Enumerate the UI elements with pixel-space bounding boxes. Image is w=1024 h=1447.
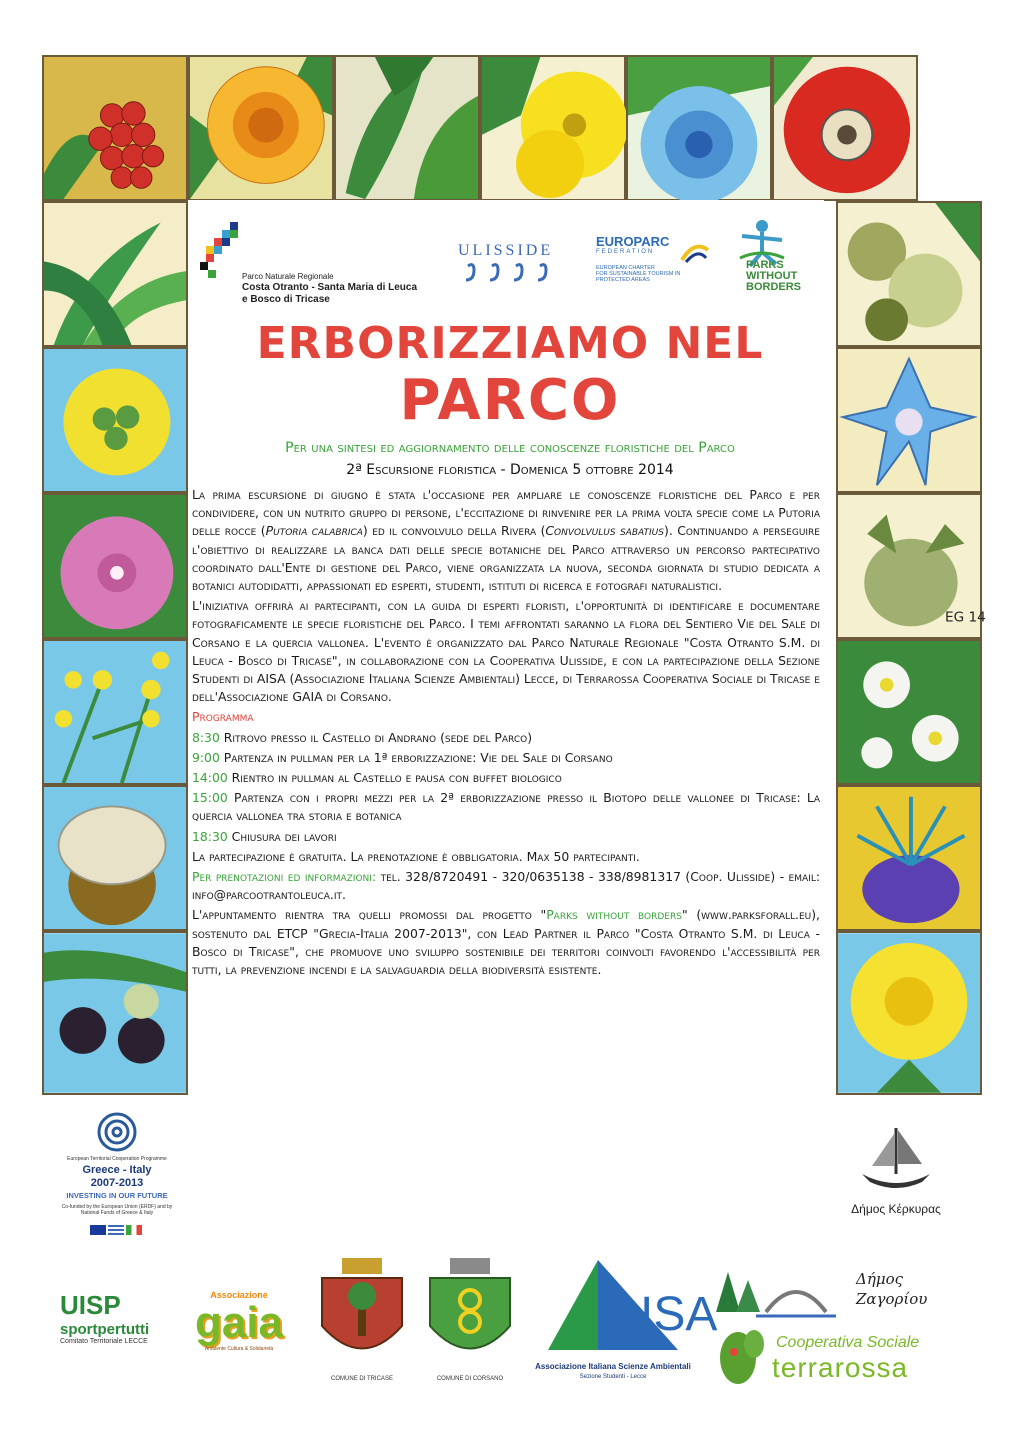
years-text: 2007-2013 [90,1177,144,1189]
europarc-charter3: PROTECTED AREAS [596,277,650,283]
paragraph1-part-c: ) ed il convolvulo della Rivera ( [362,523,546,539]
europarc-swirl-icon [680,240,710,264]
title-line2: PARCO [399,368,621,433]
cactus-icon [710,1322,770,1392]
tile-yellow-sprigs [42,639,188,785]
tile-blackberries [42,931,188,1095]
parco-line2: Costa Otranto - Santa Maria di Leuca [242,282,418,293]
tricase-text: COMUNE DI TRICASE [331,1376,393,1382]
tile-red-poppy [772,55,918,201]
uisp-sub-text: Comitato Territoriale LECCE [60,1338,148,1345]
parco-line3: e Bosco di Tricase [242,294,330,305]
progetto-part-c: " (www.parksforall.eu), sostenuto dal ETCP "Grecia-Italia 2007-2013", con Lead Partner il Parco "Costa Otranto S.M. di Leuca - Bosco di Tricase", che promuove uno sviluppo sostenibile dei territori coinvolti favorendo l'accessibilità per tutti, la prevenzione incendi e la salvaguardia della biodiversità esistente. [192,907,820,978]
species-convolvulus: Convolvulus sabatius [545,523,664,539]
uisp-logo [60,1290,170,1350]
tile-white-flowers [836,639,982,785]
paragraph1-part-e: ). Continuando a perseguire l'obiettivo di realizzare la banca dati delle specie botaniche del Parco attraverso un percorso partecipativo coordinato dall'Ente di gestione del Parco, viene organizzata la nuova, seconda giornata di studio dedicata a botanici autodidatti, appassionati ed esperti, studenti, istituti di ricerca e fotografi naturalistici. [192,523,820,594]
header-logos [196,214,816,314]
parco-line1: Parco Naturale Regionale [242,272,334,281]
progetto-part-a: L'appuntamento rientra tra quelli promossi dal progetto " [192,907,547,923]
tile-orange-flower [188,55,334,201]
progetto-name: Parks without borders [546,907,682,923]
cofunded-text: Co-funded by the European Union (ERDF) and by National Funds of Greece & Italy [61,1204,173,1216]
programma-time: 9:00 [192,749,220,765]
tile-berries [42,55,188,201]
aisa-text: AISA [608,1288,718,1341]
progetto [192,906,820,979]
tile-blue-flower [626,55,772,201]
partecipazione: La partecipazione è gratuita. La prenotazione è obbligatoria. Max 50 partecipanti. [192,848,640,864]
programma-item [192,729,820,747]
aisa-sub2: Sezione Studenti - Lecce [579,1374,647,1380]
paragraph-1 [192,486,820,595]
tile-thistle [836,493,986,639]
programma-item [192,749,820,767]
gaia-text: gaia [194,1298,284,1347]
programma-text: Ritrovo presso il Castello di Andrano (sede del Parco) [223,729,533,745]
europarc-logo [596,234,716,314]
ship-icon [856,1118,936,1198]
kerkyra-text: Δήμος Κέρκυρας [851,1202,941,1216]
programma-time: 8:30 [192,729,220,745]
gaia-logo [176,1290,302,1380]
tile-acorn-cap [836,201,982,347]
tile-purple-flower [836,785,982,931]
prenotazioni-label: Per prenotazioni ed informazioni: [192,869,377,885]
aisa-sub1: Associazione Italiana Scienze Ambientali [535,1362,691,1371]
bridge-trees-icon [706,1262,846,1322]
tile-yellow-buttercup [42,347,188,493]
tricase-logo [312,1256,412,1390]
programma-item [192,789,820,825]
signature: EG 14 [944,609,986,626]
date-line: 2ª Escursione floristica - Domenica 5 ottobre 2014 [346,462,674,478]
parks-line2: WITHOUT [746,270,798,282]
programma-item [192,828,820,846]
greece-flag-icon [108,1225,124,1235]
uisp-text: UISP [60,1290,121,1320]
prenotazioni-text: tel. 328/8720491 - 320/0635138 - 338/8981317 (Coop. Ulisside) - email: info@parcootrantoleuca.it. [192,869,821,903]
gaia-sub-text: Ambiente Cultura & Solidarietà [204,1346,274,1352]
europarc-sub: FEDERATION [596,249,655,255]
subtitle: Per una sintesi ed aggiornamento delle conoscenze floristiche del Parco [285,440,735,456]
tile-acorn [42,785,188,931]
terrarossa-text1: Cooperativa Sociale [776,1334,920,1351]
spiral-icon [92,1110,142,1154]
kerkyra-logo [836,1118,956,1228]
gaia-assoc-text: Associazione [210,1290,268,1300]
parco-mosaic-icon [200,222,246,282]
sportpertutti-text: sportpertutti [60,1321,150,1338]
parco-logo [196,222,436,305]
species-putoria: Putoria calabrica [265,523,363,539]
programma-text: Partenza con i propri mezzi per la 2ª erborizzazione presso il Biotopo delle vallonee di Tricase: La quercia vallonea tra storia e botanica [192,790,820,824]
prenotazioni [192,868,820,904]
aisa-mark-icon [538,1250,718,1360]
europarc-charter2: FOR SUSTAINABLE TOURISM IN [596,271,681,277]
italy-flag-icon [126,1225,142,1235]
tile-aloe [42,201,188,347]
paragraph-2: L'iniziativa offrirà ai partecipanti, con la guida di esperti floristi, l'opportunità di identificare e documentare fotograficamente le specie floristiche del Parco. I temi affrontati saranno la flora del Sentiero Vie del Sale di Corsano e la quercia vallonea. L'evento è organizzato dal Parco Naturale Regionale "Costa Otranto S.M. di Leuca - Bosco di Tricase", in collaborazione con la Cooperativa Ulisside, e con la partecipazione della Sezione Studenti di AISA (Associazione Italiana Scienze Ambientali) Lecce, di Terrarossa Cooperativa Sociale di Tricase e dell'Associazione GAIA di Corsano. [192,598,820,705]
flags [90,1220,144,1230]
body-text [192,486,820,981]
greece-italy-logo [56,1110,178,1240]
paragraph1-part-a: La prima escursione di giugno è stata l'occasione per ampliare le conoscenze floristiche del Parco e per condividere, con un nutrito gruppo di persone, l'eccitazione di rinvenire per la prima volta specie come la Putoria delle rocce ( [192,487,820,539]
etcp-text: European Territorial Cooperation Programme [67,1156,167,1162]
programma-time: 18:30 [192,828,228,844]
programma-text: Chiusura dei lavori [231,828,337,844]
zagori-text2: Ζαγορίου [856,1290,928,1308]
programma-label: Programma [192,709,254,725]
tile-yellow-flower [480,55,626,201]
investing-text: INVESTING IN OUR FUTURE [66,1191,168,1200]
parks-line1: PARKS [746,259,784,271]
title-line1: ERBORIZZIAMO NEL [256,318,764,369]
aisa-logo [530,1250,718,1390]
zagori-terrarossa-logos [706,1262,956,1392]
tile-green-leaves [334,55,480,201]
ulisside-text: ULISSIDE [458,242,554,259]
eu-flag-icon [90,1225,106,1235]
europarc-charter1: EUROPEAN CHARTER [596,265,655,271]
parks-without-borders-logo [726,218,816,314]
programma-time: 15:00 [192,790,228,806]
programma-item [192,769,820,787]
europarc-name: EUROPARC [596,234,670,249]
tricase-crest-icon [312,1256,412,1376]
greece-italy-text: Greece - Italy [82,1164,152,1176]
programma-text: Rientro in pullman al Castello e pausa con buffet biologico [231,770,562,786]
corsano-crest-icon [420,1256,520,1376]
tile-blue-star-flower [836,347,982,493]
zagori-text1: Δήμος [856,1270,903,1288]
tile-pink-flower [42,493,188,639]
terrarossa-text2: terrarossa [772,1352,909,1383]
programma-text: Partenza in pullman per la 1ª erborizzazione: Vie del Sale di Corsano [223,749,613,765]
programma-time: 14:00 [192,770,228,786]
corsano-logo [420,1256,520,1390]
tile-dandelion [836,931,982,1095]
ulisside-logo [458,242,578,302]
ulisside-waves-icon [458,260,568,286]
parks-line3: BORDERS [746,281,802,293]
corsano-text: COMUNE DI CORSANO [436,1376,504,1382]
